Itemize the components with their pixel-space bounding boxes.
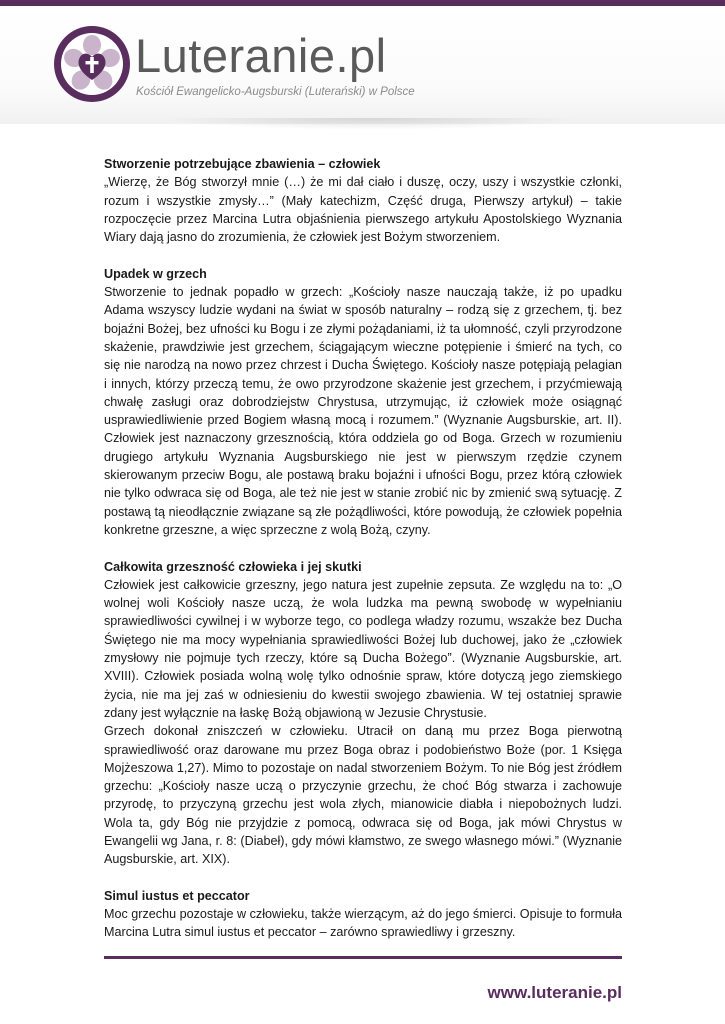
luther-rose-icon — [52, 24, 132, 104]
section-heading: Simul iustus et peccator — [104, 888, 250, 903]
section-paragraph: Stworzenie to jednak popadło w grzech: „Kościoły nasze nauczają także, iż po upadku Adama wszyscy ludzie wydani na świat w sposób naturalny – rodzą się z grzechem, tj. bez bojaźni Bożej, bez ufności ku Bogu i ze złymi pożądaniami, iż ta ułomność, czyli przyrodzone skażenie, prawdziwie jest grzechem, ściągającym wieczne potępienie i śmierć na tych, co się nie narodzą na nowo przez chrzest i Ducha Świętego. Kościoły nasze potępiają pelagian i innych, którzy przeczą temu, że owo przyrodzone skażenie jest grzechem, i przyćmiewają chwałę zasługi oraz dobrodziejstw Chrystusa, utrzymując, iż człowiek może osiągnąć usprawiedliwienie przed Bogiem własną mocą i rozumem.” (Wyznanie Augsburskie, art. II). Człowiek jest naznaczony grzesznością, która oddziela go od Boga. Grzech w rozumieniu drugiego artykułu Wyznania Augsburskiego nie jest w pierwszym rzędzie czynem skierowanym przeciw Bogu, ale postawą braku bojaźni i ufności Bogu, przez którą człowiek nie tylko odwraca się od Boga, ale też nie jest w stanie zrobić nic by zmienić swą sytuację. Z postawą tą nieodłącznie związane są złe pożądliwości, które powodują, że człowiek popełnia konkretne grzeszne, a więc sprzeczne z wolą Bożą, czyny. — [104, 285, 622, 537]
footer-divider — [104, 956, 622, 959]
brand-subtitle: Kościół Ewangelicko-Augsburski (Luterański) w Polsce — [136, 86, 415, 98]
header-shadow — [160, 118, 580, 130]
section-paragraph: Człowiek jest całkowicie grzeszny, jego natura jest zupełnie zepsuta. Ze względu na to: „O wolnej woli Kościoły nasze uczą, że wola ludzka ma pewną swobodę w wypełnianiu sprawiedliwości cywilnej i w wyborze tego, co podlega władzy rozumu, wszakże bez Ducha Świętego nie ma mocy wypełniania sprawiedliwości Bożej lub duchowej, jako że „człowiek zmysłowy nie pojmuje tych rzeczy, które są Ducha Bożego”. (Wyznanie Augsburskie, art. XVIII). Człowiek posiada wolną wolę tylko odnośnie spraw, które dotyczą jego ziemskiego życia, nie ma jej zaś w odniesieniu do kwestii swojego zbawienia. W tej ostatniej sprawie zdany jest wyłącznie na łaskę Bożą objawioną w Jezusie Chrystusie. — [104, 577, 622, 720]
section-paragraph: Moc grzechu pozostaje w człowieku, także wierzącym, aż do jego śmierci. Opisuje to formuła Marcina Lutra simul iustus et peccator – zarówno sprawiedliwy i grzeszny. — [104, 907, 622, 940]
section-heading: Całkowita grzeszność człowieka i jej skutki — [104, 559, 362, 574]
section-upadek — [104, 265, 622, 539]
section-paragraph: Grzech dokonał zniszczeń w człowieku. Utracił on daną mu przez Boga pierwotną sprawiedliwość oraz darowane mu przez Boga obraz i podobieństwo Boże (por. 1 Księga Mojżeszowa 1,27). Mimo to pozostaje on nadal stworzeniem Bożym. To nie Bóg jest źródłem grzechu: „Kościoły nasze uczą o przyczynie grzechu, że choć Bóg stwarza i zachowuje przyrodę, to przyczyną grzechu jest wola złych, mianowicie diabła i niepobożnych ludzi. Wola ta, gdy Bóg nie przyjdzie z pomocą, odwraca się od Boga, jak mówi Chrystus w Ewangelii wg Jana, r. 8: (Diabeł), gdy mówi kłamstwo, ze swego własnego mówi.” (Wyznanie Augsburskie, art. XIX). — [104, 724, 622, 867]
section-grzesznosc — [104, 558, 622, 869]
footer-url-link[interactable]: www.luteranie.pl — [487, 983, 622, 1002]
section-heading: Stworzenie potrzebujące zbawienia – człowiek — [104, 157, 381, 171]
article-body — [104, 155, 622, 960]
section-paragraph: „Wierzę, że Bóg stworzył mnie (…) że mi dał ciało i duszę, oczy, uszy i wszystkie członki, rozum i wszystkie zmysły…” (Mały katechizm, Część druga, Pierwszy artykuł) – takie rozpoczęcie przez Marcina Lutra objaśnienia pierwszego artykułu Apostolskiego Wyznania Wiary dają jasno do zrozumienia, że człowiek jest Bożym stworzeniem. — [104, 175, 622, 245]
section-heading: Upadek w grzech — [104, 266, 207, 281]
section-simul — [104, 887, 622, 942]
brand-name: Luteranie.pl — [135, 29, 387, 82]
section-stworzenie — [104, 155, 622, 246]
